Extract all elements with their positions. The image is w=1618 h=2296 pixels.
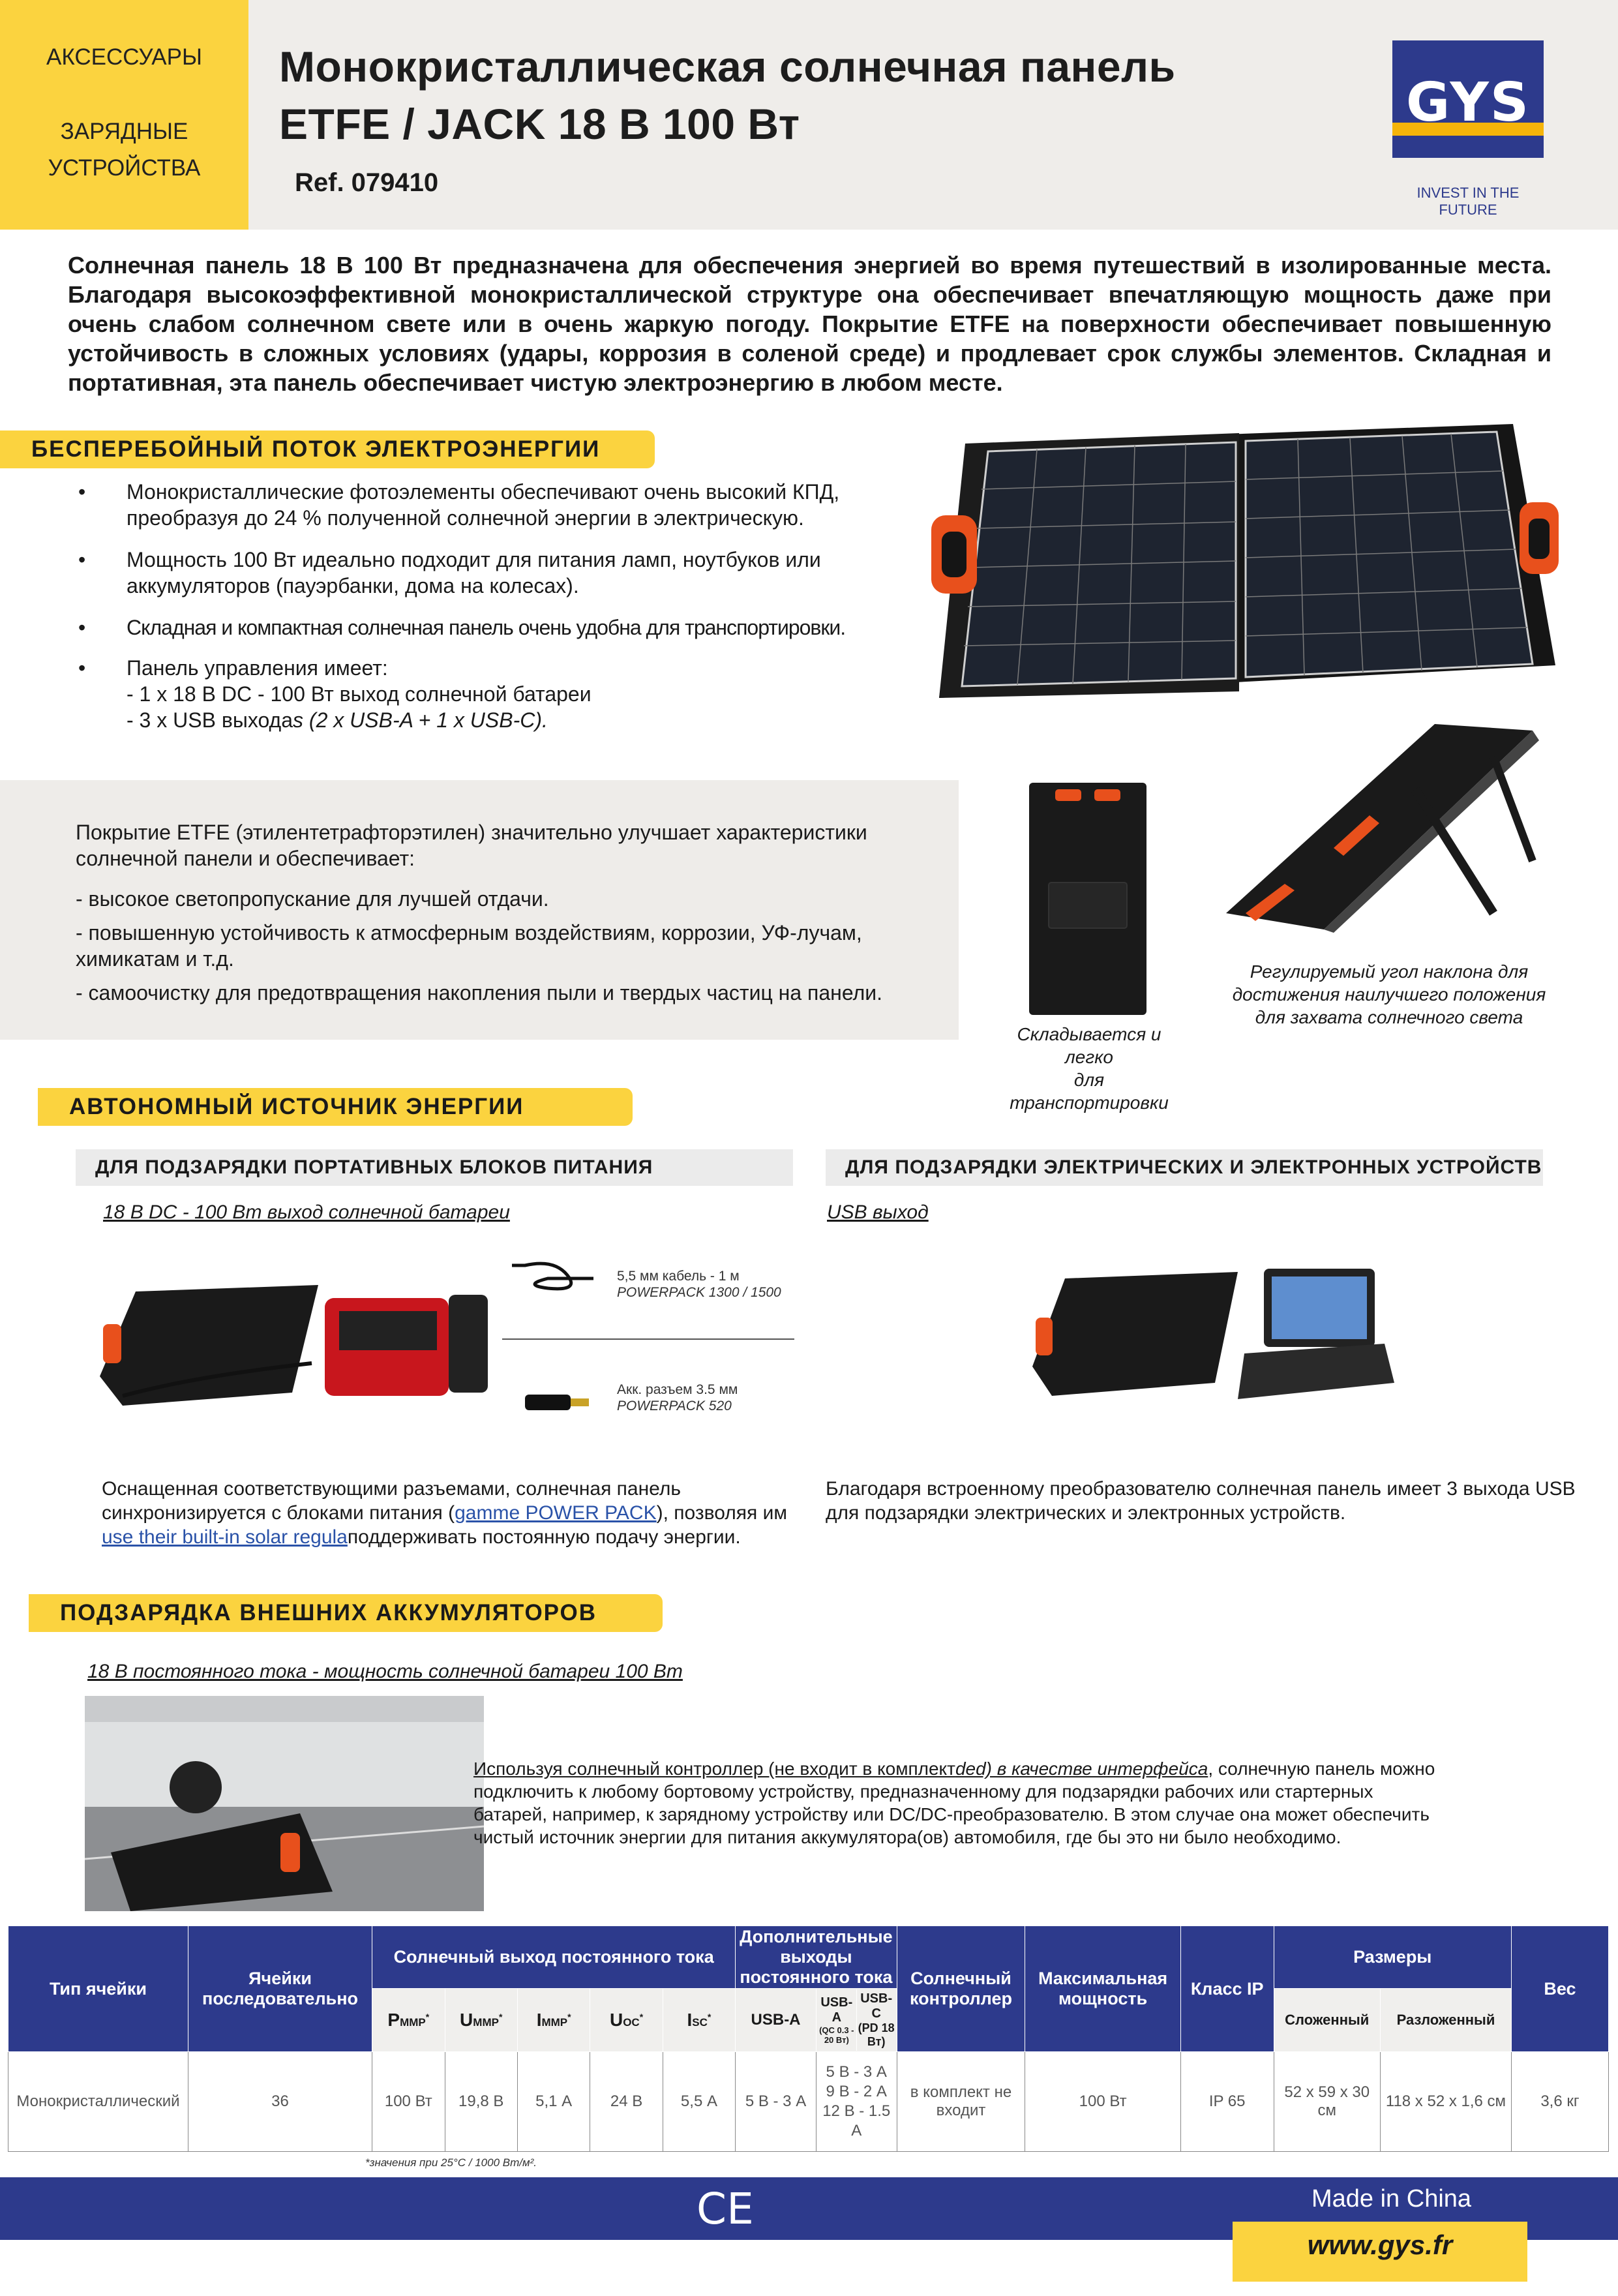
td-usb-a: 5 В - 3 А <box>736 2052 816 2152</box>
th-pmpp: PMMP* <box>372 1989 445 2052</box>
table-footnote: *значения при 25°C / 1000 Вт/м². <box>365 2156 537 2169</box>
bullet-monocrystalline <box>78 479 926 531</box>
battery-dc-label: 18 В постоянного тока - мощность солнечной батареи 100 Вт <box>87 1661 683 1682</box>
th-weight: Вес <box>1511 1926 1608 2052</box>
jack-spec-line: Акк. разъем 3.5 мм <box>617 1382 738 1397</box>
td-controller: в комплект не входит <box>897 2052 1025 2152</box>
category-chargers-line2: УСТРОЙСТВА <box>48 155 201 181</box>
jack-spec-line: POWERPACK 520 <box>617 1398 732 1413</box>
logo-tagline: INVEST IN THE FUTURE <box>1416 185 1520 218</box>
subheader-powerpacks: ДЛЯ ПОДЗАРЯДКИ ПОРТАТИВНЫХ БЛОКОВ ПИТАНИЯ <box>76 1149 793 1186</box>
th-impp: IMMP* <box>517 1989 590 2052</box>
folded-panel-image <box>1023 775 1153 1020</box>
th-usb-qc-pd <box>816 1989 897 2052</box>
ce-mark: CE <box>697 2184 754 2234</box>
bullet-dot: • <box>78 656 86 680</box>
td-ip: IP 65 <box>1180 2052 1274 2152</box>
etfe-line5: химикатам и т.д. <box>76 947 234 971</box>
usb-qc-value: 12 В - 1.5 А <box>822 2102 891 2139</box>
description-line: для подзарядки электрических и электронных устройств. <box>826 1502 1346 1524</box>
folded-caption <box>998 1023 1180 1114</box>
category-accessories: АКСЕССУАРЫ <box>46 44 202 70</box>
bullet-power <box>78 547 926 599</box>
caption-line: для захвата солнечного света <box>1255 1007 1523 1027</box>
logo-text: GYS <box>1406 72 1530 134</box>
specifications-table <box>8 1926 1609 2152</box>
bullet-text: - 3 x USB выхода <box>127 708 293 732</box>
page-title-line2: ETFE / JACK 18 В 100 Вт <box>279 100 800 148</box>
bullet-text: Мощность 100 Вт идеально подходит для питания ламп, ноутбуков или <box>127 548 821 571</box>
bullet-text: - 1 x 18 В DC - 100 Вт выход солнечной батареи <box>127 682 592 706</box>
th-solar-dc-output: Солнечный выход постоянного тока <box>372 1926 736 1989</box>
description-text-italic: ded) в качестве интерфейса <box>955 1759 1208 1779</box>
td-isc: 5,5 А <box>663 2052 735 2152</box>
description-text: , солнечную панель можно <box>1208 1759 1435 1779</box>
th-usb-c: USB-C (PD 18 Вт) <box>858 1991 895 2048</box>
th-usb-a-qc: USB-A (QC 0.3 - 20 Вт) <box>817 1989 857 2051</box>
description-line: подключить к любому бортовому устройству, предназначенному для подзарядки рабочих или стартерных <box>473 1781 1373 1802</box>
bullet-control-panel <box>78 655 926 733</box>
caption-line: Складывается и <box>1017 1024 1161 1044</box>
th-max-power: Максимальная мощность <box>1025 1926 1180 2052</box>
etfe-line3: - высокое светопропускание для лучшей отдачи. <box>76 887 549 911</box>
campervan-image <box>85 1696 484 1911</box>
th-dimensions: Размеры <box>1274 1926 1511 1989</box>
angled-panel-image <box>1220 718 1546 939</box>
category-chargers-line1: ЗАРЯДНЫЕ <box>60 119 188 144</box>
description-line: чистый источник энергии для питания аккумулятора(ов) автомобиля, где бы это ни было необходимо. <box>473 1827 1341 1847</box>
dc-output-label: 18 В DC - 100 Вт выход солнечной батареи <box>103 1201 510 1223</box>
bullet-text: Монокристаллические фотоэлементы обеспечивают очень высокий КПД, <box>127 480 840 504</box>
intro-paragraph: Солнечная панель 18 В 100 Вт предназначена для обеспечения энергией во время путешествий в изолированные места. Благодаря высокоэффективной монокристаллической структуре она обеспечивает впечатляющую мощность даже при очень слабом солнечном свете или в очень жаркую погоду. Покрытие ETFE на поверхности обеспечивает повышенную устойчивость в сложных условиях (удары, коррозия в соленой среде) и продлевает срок службы элементов. Складная и портативная, эта панель обеспечивает чистую электроэнергию в любом месте. <box>68 252 1551 396</box>
bullet-text: преобразуя до 24 % полученной солнечной энергии в электрическую. <box>127 506 804 530</box>
bullet-foldable <box>78 614 926 641</box>
td-cell-type: Монокристаллический <box>8 2052 188 2152</box>
bullet-text: аккумуляторов (пауэрбанки, дома на колесах). <box>127 574 579 597</box>
made-in-label: Made in China <box>1311 2185 1472 2213</box>
section-external-batteries-title: ПОДЗАРЯДКА ВНЕШНИХ АККУМУЛЯТОРОВ <box>29 1594 663 1632</box>
usb-output-label: USB выход <box>827 1201 929 1223</box>
td-folded: 52 x 59 x 30 см <box>1274 2052 1380 2152</box>
caption-line: достижения наилучшего положения <box>1232 984 1546 1004</box>
description-line: Оснащенная соответствующими разъемами, солнечная панель <box>102 1478 682 1500</box>
description-text: ), позволяя им <box>656 1502 787 1524</box>
jack-spec <box>617 1382 738 1414</box>
product-reference: Ref. 079410 <box>295 168 439 197</box>
divider <box>502 1338 794 1340</box>
page-title-line1: Монокристаллическая солнечная панель <box>279 42 1176 91</box>
cable-spec-line: 5,5 мм кабель - 1 м <box>617 1269 740 1284</box>
website-link[interactable]: www.gys.fr <box>1307 2229 1453 2260</box>
th-usb-a-label: USB-A <box>751 2011 801 2029</box>
th-folded: Сложенный <box>1274 1989 1380 2052</box>
td-impp: 5,1 А <box>517 2052 590 2152</box>
td-cells: 36 <box>188 2052 372 2152</box>
angle-caption <box>1220 960 1559 1029</box>
bullet-dot: • <box>78 480 86 504</box>
td-usb-qc-pd <box>816 2052 897 2152</box>
th-ip-class: Класс IP <box>1180 1926 1274 2052</box>
solar-regulator-link[interactable]: use their built-in solar regula <box>102 1526 348 1548</box>
category-panel <box>0 0 248 230</box>
caption-line: Регулируемый угол наклона для <box>1250 961 1529 982</box>
td-uoc: 24 В <box>590 2052 663 2152</box>
th-cell-type: Тип ячейки <box>8 1926 188 2052</box>
battery-description <box>473 1757 1435 1849</box>
cable-image <box>509 1252 600 1298</box>
th-uoc: UOC* <box>590 1989 663 2052</box>
description-text: Используя солнечный контроллер (не входит в комплект <box>473 1759 955 1779</box>
etfe-line4: - повышенную устойчивость к атмосферным воздействиям, коррозии, УФ-лучам, <box>76 921 862 944</box>
bullet-text: Складная и компактная солнечная панель очень удобна для транспортировки. <box>127 616 846 639</box>
td-unfolded: 118 x 52 x 1,6 см <box>1380 2052 1511 2152</box>
power-pack-range-link[interactable]: gamme POWER PACK <box>455 1502 657 1524</box>
etfe-line1: Покрытие ETFE (этилентетрафторэтилен) значительно улучшает характеристики <box>76 821 867 844</box>
th-cells-series: Ячейки последовательно <box>188 1926 372 2052</box>
description-text: синхронизируется с блоками питания ( <box>102 1502 455 1524</box>
td-max-power: 100 Вт <box>1025 2052 1180 2152</box>
usb-qc-value: 9 В - 2 А <box>826 2083 887 2100</box>
solar-panel-open-image <box>913 417 1565 704</box>
panel-laptop-image <box>1029 1262 1394 1406</box>
th-umpp: UMMP* <box>445 1989 517 2052</box>
description-line: Благодаря встроенному преобразователю солнечная панель имеет 3 выхода USB <box>826 1478 1576 1500</box>
td-weight: 3,6 кг <box>1511 2052 1608 2152</box>
th-extra-dc-outputs: Дополнительные выходы постоянного тока <box>736 1926 897 1989</box>
th-isc: ISC* <box>663 1989 735 2052</box>
etfe-line6: - самоочистку для предотвращения накопления пыли и твердых частиц на панели. <box>76 981 882 1004</box>
section-autonomous-power-title: АВТОНОМНЫЙ ИСТОЧНИК ЭНЕРГИИ <box>38 1088 633 1126</box>
th-usb-a <box>736 1989 816 2052</box>
bullet-dot: • <box>78 616 86 639</box>
description-line: батарей, например, к зарядному устройству или DC/DC-преобразователю. В этом случае она может обеспечить <box>473 1804 1430 1824</box>
panel-powerpack-image <box>97 1278 501 1409</box>
subheader-devices: ДЛЯ ПОДЗАРЯДКИ ЭЛЕКТРИЧЕСКИХ И ЭЛЕКТРОННЫХ УСТРОЙСТВ <box>826 1149 1543 1186</box>
caption-line: для <box>1073 1070 1105 1090</box>
td-umpp: 19,8 В <box>445 2052 517 2152</box>
td-pmpp: 100 Вт <box>372 2052 445 2152</box>
usb-qc-value: 5 В - 3 А <box>826 2063 887 2081</box>
powerpack-description <box>102 1477 787 1549</box>
bullet-text-italic: s (2 x USB-A + 1 x USB-C). <box>293 708 548 732</box>
bullet-dot: • <box>78 548 86 571</box>
cable-spec <box>617 1268 781 1301</box>
cable-spec-line: POWERPACK 1300 / 1500 <box>617 1285 781 1300</box>
th-unfolded: Разложенный <box>1380 1989 1511 2052</box>
usb-description <box>826 1477 1576 1525</box>
th-solar-controller: Солнечный контроллер <box>897 1926 1025 2052</box>
caption-line: легко <box>1065 1047 1113 1067</box>
description-text: поддерживать постоянную подачу энергии. <box>347 1526 741 1548</box>
section-continuous-power-title: БЕСПЕРЕБОЙНЫЙ ПОТОК ЭЛЕКТРОЭНЕРГИИ <box>0 430 655 468</box>
etfe-line2: солнечной панели и обеспечивает: <box>76 847 415 870</box>
bullet-text: Панель управления имеет: <box>127 656 388 680</box>
caption-line: транспортировки <box>1010 1093 1169 1113</box>
jack-connector-image <box>522 1389 593 1415</box>
